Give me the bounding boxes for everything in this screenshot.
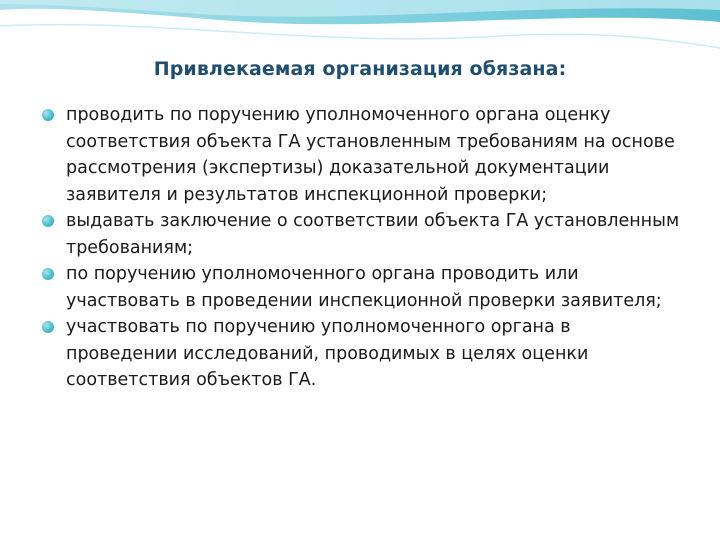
header-wave-decoration — [0, 0, 720, 60]
bullet-icon — [42, 215, 54, 227]
list-item — [42, 102, 682, 208]
bullet-list — [42, 102, 682, 394]
bullet-icon — [42, 321, 54, 333]
list-item — [42, 314, 682, 394]
list-item — [42, 261, 682, 314]
list-item — [42, 208, 682, 261]
bullet-text: выдавать заключение о соответствии объекта ГА установленным требованиям; — [66, 211, 680, 258]
bullet-text: участвовать по поручению уполномоченного органа в проведении исследований, проводимых в целях оценки соответствия объектов ГА. — [66, 317, 589, 390]
bullet-icon — [42, 268, 54, 280]
bullet-icon — [42, 109, 54, 121]
slide-title: Привлекаемая организация обязана: — [153, 58, 567, 80]
bullet-text: проводить по поручению уполномоченного органа оценку соответствия объекта ГА установленным требованиям на основе рассмотрения (экспертизы) доказательной документации заявителя и результатов инспекционной проверки; — [66, 105, 675, 205]
bullet-text: по поручению уполномоченного органа проводить или участвовать в проведении инспекционной проверки заявителя; — [66, 264, 662, 311]
